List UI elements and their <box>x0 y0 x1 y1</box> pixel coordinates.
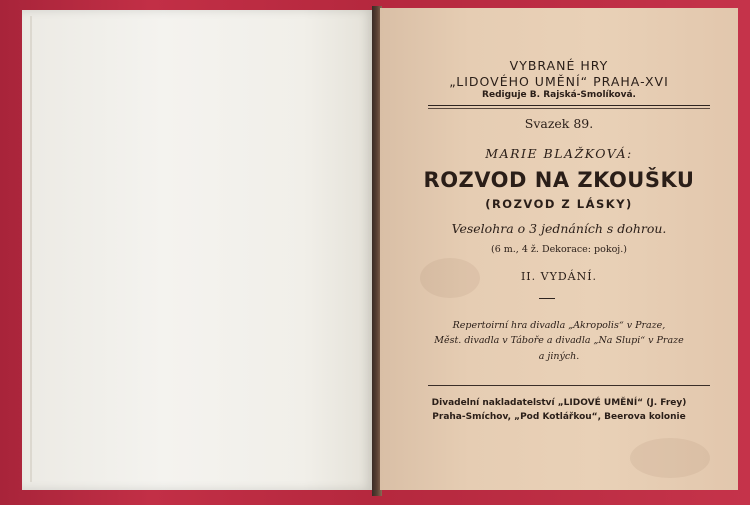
play-subtitle: (ROZVOD Z LÁSKY) <box>485 197 633 211</box>
repertoire-line: a jiných. <box>538 351 580 362</box>
short-dash <box>539 298 555 299</box>
series-title: VYBRANÉ HRY <box>509 58 609 73</box>
author-name: MARIE BLAŽKOVÁ: <box>485 146 633 161</box>
divider-rule <box>428 105 710 106</box>
play-title: ROZVOD NA ZKOUŠKU <box>423 168 695 192</box>
volume-number: Svazek 89. <box>524 116 594 131</box>
publisher-address: Praha-Smíchov, „Pod Kotlářkou“, Beerova kolonie <box>432 412 686 422</box>
repertoire-line: Repertoirní hra divadla „Akropolis“ v Praze, <box>452 320 666 331</box>
divider-rule <box>428 385 710 386</box>
cast-info: (6 m., 4 ž. Dekorace: pokoj.) <box>491 244 627 255</box>
left-blank-page <box>22 10 374 490</box>
series-editor: Rediguje B. Rajská-Smolíková. <box>482 90 636 100</box>
divider-rule <box>428 108 710 109</box>
paper-stain <box>630 438 710 478</box>
repertoire-line: Měst. divadla v Táboře a divadla „Na Slupi“ v Praze <box>434 335 684 346</box>
edition: II. VYDÁNÍ. <box>520 270 598 283</box>
publisher-name: Divadelní nakladatelství „LIDOVÉ UMĚNÍ“ (J. Frey) <box>431 398 687 408</box>
title-page <box>380 8 738 490</box>
series-publisher: „LIDOVÉHO UMĚNÍ“ PRAHA-XVI <box>449 74 669 89</box>
play-genre: Veselohra o 3 jednáních s dohrou. <box>451 221 667 236</box>
page-edge <box>30 16 32 482</box>
